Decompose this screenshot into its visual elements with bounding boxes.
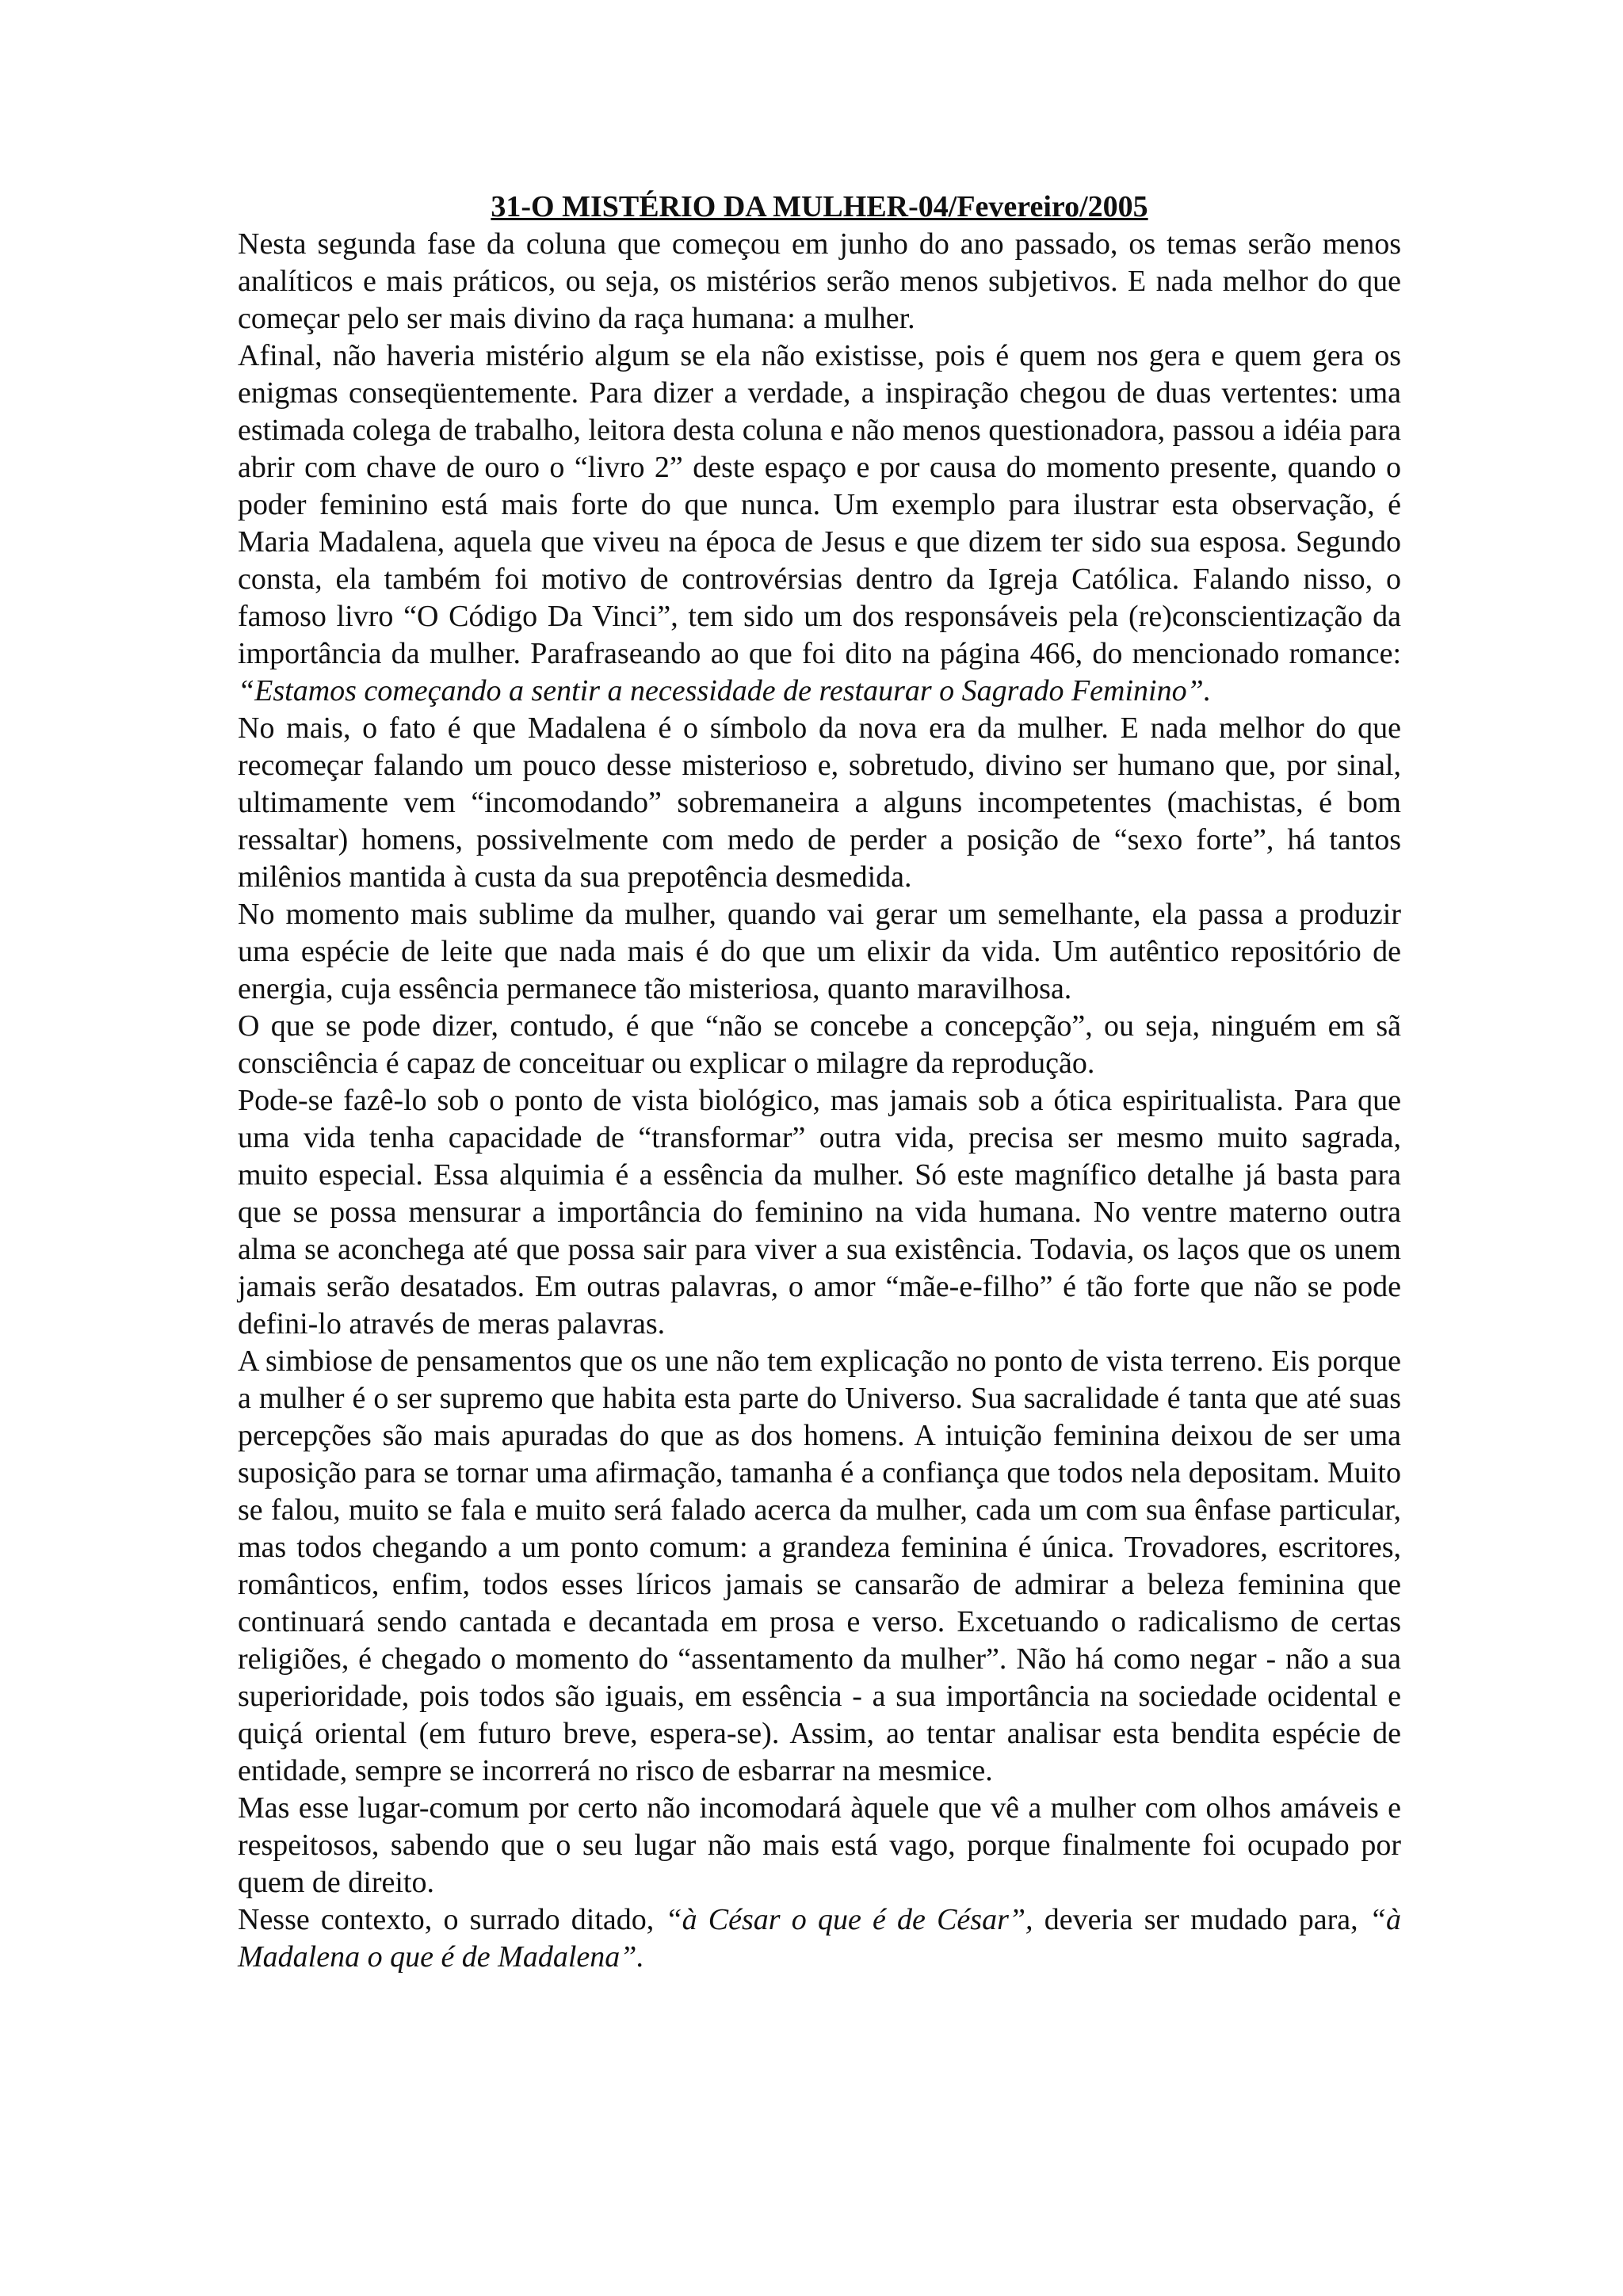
paragraph-1: Nesta segunda fase da coluna que começou em junho do ano passado, os temas serão menos analíticos e mais práticos, ou seja, os mistérios serão menos subjetivos. E nada melhor do que começar pelo ser mais divino da raça humana: a mulher. [238, 227, 1401, 335]
paragraph-2 [238, 338, 1401, 710]
paragraph-2-quote: “Estamos começando a sentir a necessidade de restaurar o Sagrado Feminino”. [238, 674, 1212, 707]
document-title: 31-O MISTÉRIO DA MULHER-04/Fevereiro/2005 [491, 190, 1148, 223]
document-page [238, 189, 1401, 1976]
paragraph-2-text: Afinal, não haveria mistério algum se ela não existisse, pois é quem nos gera e quem gera os enigmas conseqüentemente. Para dizer a verdade, a inspiração chegou de duas vertentes: uma estimada colega de trabalho, leitora desta coluna e não menos questionadora, passou a idéia para abrir com chave de ouro o “livro 2” deste espaço e por causa do momento presente, quando o poder feminino está mais forte do que nunca. Um exemplo para ilustrar esta observação, é Maria Madalena, aquela que viveu na época de Jesus e que dizem ter sido sua esposa. Segundo consta, ela também foi motivo de controvérsias dentro da Igreja Católica. Falando nisso, o famoso livro “O Código Da Vinci”, tem sido um dos responsáveis pela (re)conscientização da importância da mulher. Parafraseando ao que foi dito na página 466, do mencionado romance: [238, 339, 1401, 670]
paragraph-9-text: Nesse contexto, o surrado ditado, [238, 1903, 666, 1936]
paragraph-6: Pode-se fazê-lo sob o ponto de vista biológico, mas jamais sob a ótica espiritualista. Para que uma vida tenha capacidade de “transformar” outra vida, precisa ser mesmo muito sagrada, muito especial. Essa alquimia é a essência da mulher. Só este magnífico detalhe já basta para que se possa mensurar a importância do feminino na vida humana. No ventre materno outra alma se aconchega até que possa sair para viver a sua existência. Todavia, os laços que os unem jamais serão desatados. Em outras palavras, o amor “mãe-e-filho” é tão forte que não se pode defini-lo através de meras palavras. [238, 1084, 1401, 1341]
paragraph-9-quote-cesar: “à César o que é de César”, [665, 1903, 1033, 1936]
paragraph-9 [238, 1901, 1401, 1976]
paragraph-4: No momento mais sublime da mulher, quando vai gerar um semelhante, ela passa a produzir uma espécie de leite que nada mais é do que um elixir da vida. Um autêntico repositório de energia, cuja essência permanece tão misteriosa, quanto maravilhosa. [238, 898, 1401, 1005]
paragraph-5: O que se pode dizer, contudo, é que “não se concebe a concepção”, ou seja, ninguém em sã consciência é capaz de conceituar ou explicar o milagre da reprodução. [238, 1009, 1401, 1080]
paragraph-9-quote-madalena: “à Madalena o que é de Madalena”. [238, 1903, 1401, 1974]
paragraph-3: No mais, o fato é que Madalena é o símbolo da nova era da mulher. E nada melhor do que recomeçar falando um pouco desse misterioso e, sobretudo, divino ser humano que, por sinal, ultimamente vem “incomodando” sobremaneira a alguns incompetentes (machistas, é bom ressaltar) homens, possivelmente com medo de perder a posição de “sexo forte”, há tantos milênios mantida à custa da sua prepotência desmedida. [238, 711, 1401, 894]
paragraph-8: Mas esse lugar-comum por certo não incomodará àquele que vê a mulher com olhos amáveis e respeitosos, sabendo que o seu lugar não mais está vago, porque finalmente foi ocupado por quem de direito. [238, 1791, 1401, 1899]
paragraph-9-mid: deveria ser mudado para, [1033, 1903, 1369, 1936]
paragraph-7: A simbiose de pensamentos que os une não tem explicação no ponto de vista terreno. Eis porque a mulher é o ser supremo que habita esta parte do Universo. Sua sacralidade é tanta que até suas percepções são mais apuradas do que as dos homens. A intuição feminina deixou de ser uma suposição para se tornar uma afirmação, tamanha é a confiança que todos nela depositam. Muito se falou, muito se fala e muito será falado acerca da mulher, cada um com sua ênfase particular, mas todos chegando a um ponto comum: a grandeza feminina é única. Trovadores, escritores, românticos, enfim, todos esses líricos jamais se cansarão de admirar a beleza feminina que continuará sendo cantada e decantada em prosa e verso. Excetuando o radicalismo de certas religiões, é chegado o momento do “assentamento da mulher”. Não há como negar - não a sua superioridade, pois todos são iguais, em essência - a sua importância na sociedade ocidental e quiçá oriental (em futuro breve, espera-se). Assim, ao tentar analisar esta bendita espécie de entidade, sempre se incorrerá no risco de esbarrar na mesmice. [238, 1344, 1401, 1787]
